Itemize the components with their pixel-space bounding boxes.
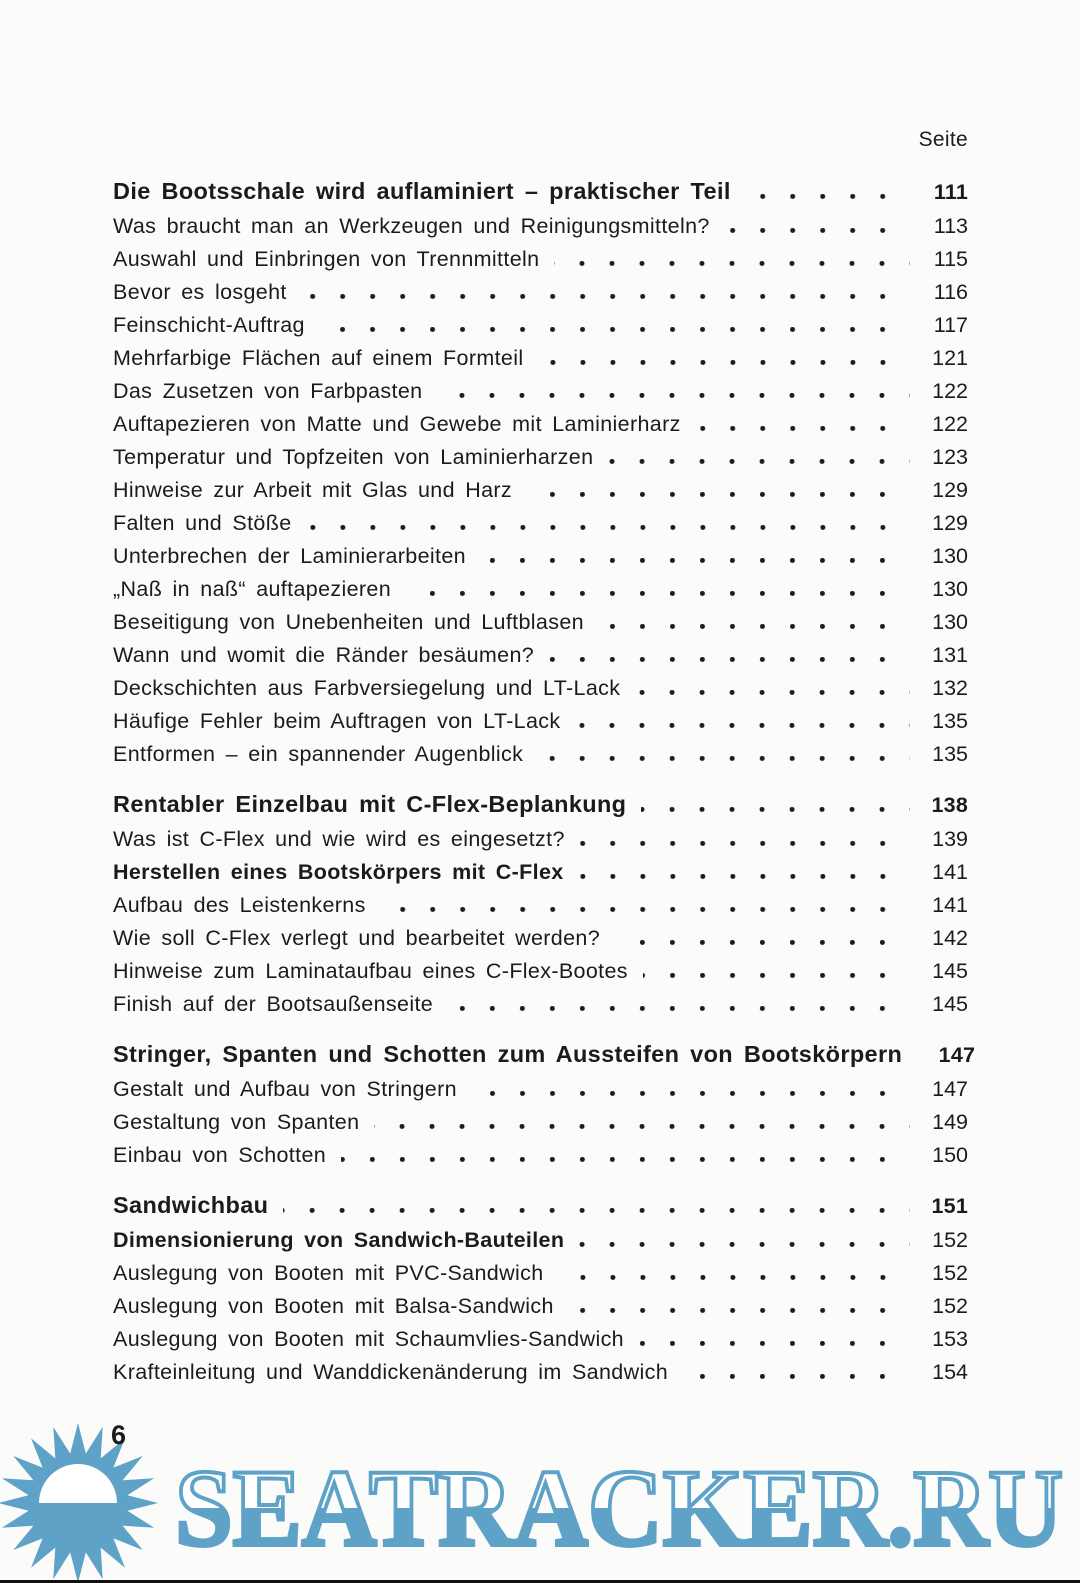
toc-entry-page-number: 130 (932, 577, 968, 601)
dot-leader (725, 228, 910, 233)
toc-section-heading-row (113, 1035, 976, 1073)
dot-leader (437, 393, 910, 398)
toc-row (113, 210, 968, 243)
toc-row (113, 1073, 968, 1106)
toc-row (113, 342, 968, 375)
toc-section-heading-row (113, 172, 968, 210)
dot-leader (448, 1006, 910, 1011)
toc-entry-label: Bevor es losgeht (113, 280, 287, 304)
dot-leader (320, 327, 910, 332)
column-header-seite: Seite (918, 128, 968, 151)
toc-entry-label: Gestaltung von Spanten (113, 1110, 360, 1134)
dot-leader (599, 624, 910, 629)
toc-entry-label: „Naß in naß“ auftapezieren (113, 577, 392, 601)
toc-entry-page-number: 153 (932, 1327, 968, 1351)
toc-entry-page-number: 130 (932, 610, 968, 634)
toc-entry-label: Entformen – ein spannender Augenblick (113, 742, 524, 766)
toc-entry-page-number: 145 (932, 959, 968, 983)
toc-entry-page-number: 135 (932, 709, 968, 733)
toc-row (113, 738, 968, 771)
toc-section (113, 1035, 976, 1172)
dot-leader (579, 874, 910, 879)
toc-entry-label: Was braucht man an Werkzeugen und Reinigungsmitteln? (113, 214, 710, 238)
toc-entry-label: Falten und Stöße (113, 511, 292, 535)
toc-section (113, 172, 968, 771)
sun-logo-icon (0, 1423, 158, 1583)
toc-row (113, 672, 968, 705)
toc-row (113, 856, 968, 889)
toc-section (113, 785, 968, 1021)
dot-leader (643, 973, 910, 978)
toc-entry-page-number: 142 (932, 926, 968, 950)
toc-entry-page-number: 147 (932, 1077, 968, 1101)
toc-row (113, 606, 968, 639)
toc-entry-label: Auslegung von Booten mit PVC-Sandwich (113, 1261, 544, 1285)
toc-row (113, 573, 968, 606)
dot-leader (639, 1341, 910, 1346)
dot-leader (608, 459, 910, 464)
dot-leader (302, 294, 910, 299)
toc-row (113, 1106, 968, 1139)
toc-row (113, 705, 968, 738)
dot-leader (554, 261, 910, 266)
toc-entry-page-number: 130 (932, 544, 968, 568)
toc-entry-label: Temperatur und Topfzeiten von Laminierharzen (113, 445, 594, 469)
toc-row (113, 309, 968, 342)
toc-entry-label: Auslegung von Booten mit Schaumvlies-Sandwich (113, 1327, 624, 1351)
toc-entry-label: Deckschichten aus Farbversiegelung und LT-Lack (113, 676, 621, 700)
toc-entry-label: Hinweise zum Laminataufbau eines C-Flex-Bootes (113, 959, 628, 983)
toc-entry-label: Was ist C-Flex und wie wird es eingesetzt? (113, 827, 565, 851)
dot-leader (538, 756, 910, 761)
toc-entry-page-number: 122 (932, 379, 968, 403)
toc-entry-page-number: 147 (938, 1043, 976, 1067)
toc-entry-page-number: 154 (932, 1360, 968, 1384)
folio-page-number: 6 (111, 1420, 127, 1450)
toc-row (113, 639, 968, 672)
dot-leader (579, 1242, 910, 1247)
toc-entry-page-number: 117 (933, 313, 968, 337)
toc-entry-page-number: 150 (932, 1143, 968, 1167)
toc-row (113, 1323, 968, 1356)
toc-entry-page-number: 152 (932, 1294, 968, 1318)
toc-row (113, 474, 968, 507)
dot-leader (580, 841, 910, 846)
dot-leader (683, 1374, 910, 1379)
toc-entry-page-number: 135 (932, 742, 968, 766)
toc-entry-label: Auswahl und Einbringen von Trennmitteln (113, 247, 540, 271)
toc-entry-page-number: 113 (933, 214, 968, 238)
toc-entry-page-number: 121 (932, 346, 968, 370)
toc-row (113, 1257, 968, 1290)
dot-leader (696, 426, 910, 431)
toc-entry-label: Sandwichbau (113, 1192, 269, 1218)
dot-leader (283, 1208, 910, 1213)
dot-leader (381, 907, 910, 912)
dot-leader (472, 1091, 910, 1096)
toc-row (113, 540, 968, 573)
dot-leader (527, 492, 910, 497)
toc-row (113, 1356, 968, 1389)
dot-leader (746, 194, 910, 199)
toc-row (113, 441, 968, 474)
toc-entry-page-number: 116 (933, 280, 968, 304)
toc-entry-page-number: 115 (933, 247, 968, 271)
dot-leader (374, 1124, 910, 1129)
toc-row (113, 955, 968, 988)
dot-leader (559, 1275, 910, 1280)
dot-leader (569, 1308, 910, 1313)
toc-section (113, 1186, 968, 1389)
toc-entry-label: Wann und womit die Ränder besäumen? (113, 643, 535, 667)
toc-entry-label: Finish auf der Bootsaußenseite (113, 992, 434, 1016)
toc-entry-page-number: 149 (932, 1110, 968, 1134)
toc-row (113, 276, 968, 309)
toc-row (113, 988, 968, 1021)
toc-entry-label: Herstellen eines Bootskörpers mit C-Flex (113, 860, 564, 884)
toc-entry-page-number: 139 (932, 827, 968, 851)
toc-entry-page-number: 129 (932, 478, 968, 502)
toc-entry-page-number: 141 (932, 860, 968, 884)
toc-row (113, 889, 968, 922)
toc-entry-page-number: 138 (931, 793, 968, 817)
toc-entry-label: Die Bootsschale wird auflaminiert – praktischer Teil (113, 178, 731, 204)
watermark-text: SEATRACKER.RU (175, 1447, 1063, 1569)
toc-entry-label: Unterbrechen der Laminierarbeiten (113, 544, 466, 568)
toc-entry-label: Das Zusetzen von Farbpasten (113, 379, 423, 403)
toc-entry-page-number: 151 (931, 1194, 968, 1218)
dot-leader (307, 525, 910, 530)
toc-entry-label: Rentabler Einzelbau mit C-Flex-Beplankung (113, 791, 627, 817)
dot-leader (641, 807, 910, 812)
toc-entry-label: Einbau von Schotten (113, 1143, 327, 1167)
toc-entry-label: Auslegung von Booten mit Balsa-Sandwich (113, 1294, 554, 1318)
dot-leader (539, 360, 911, 365)
toc-row (113, 408, 968, 441)
dot-leader (341, 1157, 910, 1162)
toc-row (113, 375, 968, 408)
toc-entry-page-number: 123 (932, 445, 968, 469)
toc-section-heading-row (113, 785, 968, 823)
toc-row (113, 1290, 968, 1323)
toc-entry-label: Häufige Fehler beim Auftragen von LT-Lack (113, 709, 561, 733)
toc-entry-label: Aufbau des Leistenkerns (113, 893, 366, 917)
toc-row (113, 243, 968, 276)
toc-row (113, 1139, 968, 1172)
toc-entry-page-number: 131 (932, 643, 968, 667)
toc-entry-label: Krafteinleitung und Wanddickenänderung im Sandwich (113, 1360, 669, 1384)
toc-entry-page-number: 132 (932, 676, 968, 700)
watermark-banner (0, 1390, 1080, 1583)
toc-entry-page-number: 152 (932, 1261, 968, 1285)
dot-leader (406, 591, 910, 596)
toc-entry-page-number: 141 (932, 893, 968, 917)
toc-entry-page-number: 122 (932, 412, 968, 436)
toc-entry-label: Hinweise zur Arbeit mit Glas und Harz (113, 478, 512, 502)
toc-row (113, 1224, 968, 1257)
toc-entry-label: Gestalt und Aufbau von Stringern (113, 1077, 457, 1101)
toc-row (113, 823, 968, 856)
dot-leader (481, 558, 910, 563)
toc-entry-label: Dimensionierung von Sandwich-Bauteilen (113, 1228, 565, 1252)
toc-entry-page-number: 111 (933, 180, 968, 204)
toc-section-heading-row (113, 1186, 968, 1224)
dot-leader (575, 723, 910, 728)
toc-row (113, 507, 968, 540)
toc-entry-label: Beseitigung von Unebenheiten und Luftblasen (113, 610, 584, 634)
toc-entry-label: Stringer, Spanten und Schotten zum Aussteifen von Bootskörpern (113, 1041, 903, 1067)
toc-entry-page-number: 152 (932, 1228, 968, 1252)
toc-entry-label: Mehrfarbige Flächen auf einem Formteil (113, 346, 524, 370)
toc-entry-page-number: 145 (932, 992, 968, 1016)
toc-entry-label: Wie soll C-Flex verlegt und bearbeitet werden? (113, 926, 601, 950)
toc-entry-label: Auftapezieren von Matte und Gewebe mit Laminierharz (113, 412, 681, 436)
toc-row (113, 922, 968, 955)
dot-leader (635, 690, 910, 695)
table-of-contents (113, 172, 976, 1403)
dot-leader (549, 657, 910, 662)
toc-entry-page-number: 129 (932, 511, 968, 535)
toc-entry-label: Feinschicht-Auftrag (113, 313, 305, 337)
dot-leader (615, 940, 910, 945)
